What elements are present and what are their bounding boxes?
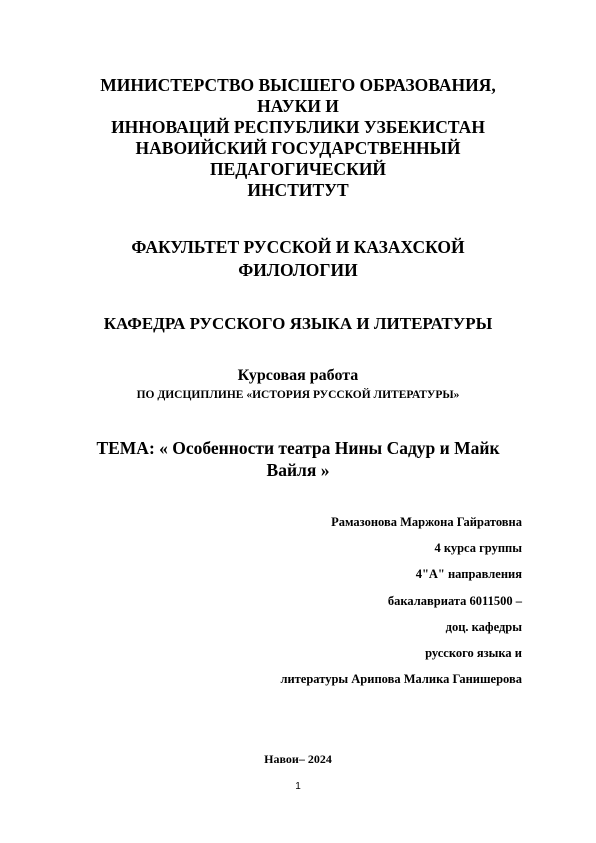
topic-line: Вайля » bbox=[266, 460, 330, 480]
topic-title bbox=[40, 437, 556, 481]
ministry-line: ИННОВАЦИЙ РЕСПУБЛИКИ УЗБЕКИСТАН bbox=[111, 117, 485, 137]
supervisor-title: доц. кафедры bbox=[445, 619, 522, 634]
department-title: КАФЕДРА РУССКОГО ЯЗЫКА И ЛИТЕРАТУРЫ bbox=[103, 314, 493, 333]
faculty-line: ФИЛОЛОГИИ bbox=[238, 260, 358, 280]
author-direction: 4"А" направления bbox=[415, 567, 522, 582]
ministry-line: МИНИСТЕРСТВО ВЫСШЕГО ОБРАЗОВАНИЯ, bbox=[100, 75, 496, 95]
topic-line: ТЕМА: « Особенности театра Нины Садур и Майк bbox=[96, 438, 500, 458]
faculty-title bbox=[60, 236, 536, 282]
author-program: бакалавриата 6011500 – bbox=[387, 593, 522, 608]
institute-line: НАВОИЙСКИЙ ГОСУДАРСТВЕННЫЙ bbox=[135, 138, 461, 158]
institute-line: ПЕДАГОГИЧЕСКИЙ bbox=[209, 159, 387, 179]
supervisor-name: литературы Арипова Малика Ганишерова bbox=[280, 672, 522, 687]
page-number: 1 bbox=[295, 781, 301, 792]
author-info bbox=[280, 512, 522, 695]
institute-line: ИНСТИТУТ bbox=[247, 180, 349, 200]
ministry-line: НАУКИ И bbox=[257, 96, 339, 116]
work-type: Курсовая работа bbox=[237, 367, 359, 384]
city-year: Навои– 2024 bbox=[264, 752, 332, 766]
ministry-header bbox=[60, 75, 536, 201]
supervisor-department: русского языка и bbox=[425, 645, 522, 660]
author-course: 4 курса группы bbox=[434, 541, 522, 556]
author-name: Рамазонова Маржона Гайратовна bbox=[331, 515, 522, 529]
discipline-line: ПО ДИСЦИПЛИНЕ «ИСТОРИЯ РУССКОЙ ЛИТЕРАТУРЫ» bbox=[136, 389, 460, 401]
faculty-line: ФАКУЛЬТЕТ РУССКОЙ И КАЗАХСКОЙ bbox=[131, 237, 465, 257]
